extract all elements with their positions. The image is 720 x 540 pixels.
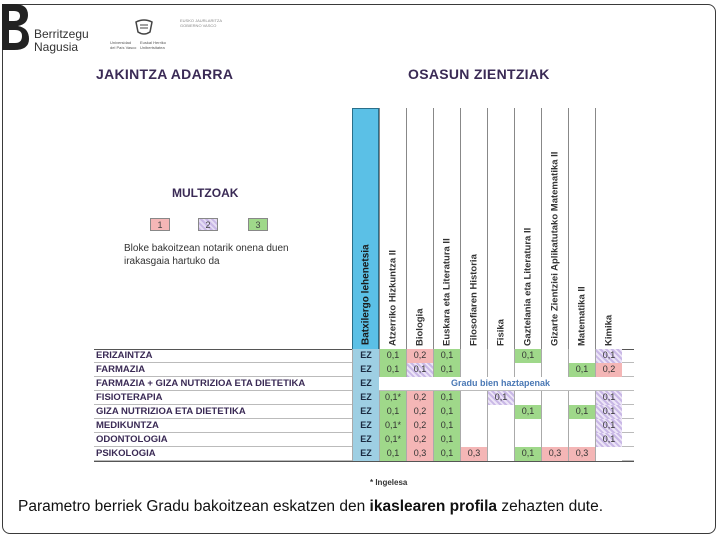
table-cell: 0,1 [433, 363, 460, 377]
column-header-label: Gizarte Zientziei Aplikatutako Matematika II [549, 151, 561, 346]
table-cell: 0,1 [568, 363, 595, 377]
table-cell: 0,1 [595, 433, 622, 447]
table-cell: 0,1 [595, 419, 622, 433]
column-header-label: Kimika [603, 314, 615, 346]
table-cell: 0,1 [595, 391, 622, 405]
ehu-line-1: Universidad [110, 40, 132, 45]
berritzegune-name [34, 28, 89, 54]
footnote-ingelesa: * Ingelesa [370, 478, 408, 487]
column-header [460, 108, 487, 350]
row-label: MEDIKUNTZA [96, 420, 159, 431]
table-cell: 0,2 [595, 363, 622, 377]
row-label: FARMAZIA + GIZA NUTRIZIOA ETA DIETETIKA [96, 378, 306, 389]
group-3-swatch: 3 [248, 218, 268, 231]
gov-text [180, 18, 222, 28]
table-cell [541, 349, 568, 363]
column-header [433, 108, 460, 350]
table-row [94, 433, 634, 447]
column-header [541, 108, 568, 350]
table-cell: 0,1 [379, 447, 406, 461]
gov-line-2: GOBIERNO VASCO [180, 23, 217, 28]
table-cell: 0,2 [406, 433, 433, 447]
table-cell [460, 391, 487, 405]
column-header-label: Matematika II [576, 286, 588, 346]
table-cell: 0,2 [406, 405, 433, 419]
table-cell [460, 433, 487, 447]
berritzegune-logo-icon [0, 2, 30, 52]
table-cell [595, 447, 622, 461]
column-header-label: Atzerriko Hizkuntza II [387, 249, 399, 346]
table-cell: 0,3 [541, 447, 568, 461]
table-cell: 0,1 [568, 405, 595, 419]
table-cell [487, 433, 514, 447]
table-cell: EZ [352, 377, 379, 391]
table-cell: 0,1 [433, 433, 460, 447]
table-cell: EZ [352, 363, 379, 377]
table-row [94, 349, 634, 363]
table-cell: EZ [352, 349, 379, 363]
ehu-line-3: Euskal Herriko [140, 40, 167, 45]
logo-line-2: Nagusia [34, 40, 79, 54]
caption-after: zehazten dute. [497, 498, 604, 515]
table-cell: 0,1* [379, 433, 406, 447]
ehu-text-left [110, 40, 136, 50]
table-cell [541, 405, 568, 419]
table-cell: 0,3 [406, 447, 433, 461]
table-cell: 0,1 [514, 349, 541, 363]
table-cell: 0,1 [433, 349, 460, 363]
column-header [568, 108, 595, 350]
ehu-line-2: del País Vasco [110, 45, 137, 50]
table-cell: 0,1 [379, 363, 406, 377]
table-cell [460, 419, 487, 433]
gov-line-1: EUSKO JAURLARITZA [180, 18, 223, 23]
table-cell: 0,2 [406, 349, 433, 363]
row-label: ODONTOLOGIA [96, 434, 168, 445]
table-cell: 0,1 [433, 447, 460, 461]
row-label: ERIZAINTZA [96, 350, 153, 361]
multzoak-title: MULTZOAK [172, 186, 239, 200]
ehu-logo-icon [132, 18, 156, 38]
table-cell: 0,2 [406, 419, 433, 433]
table-cell: 0,2 [406, 391, 433, 405]
column-header-label: Euskara eta Literatura II [441, 238, 453, 346]
ehu-text-right [140, 40, 166, 50]
table-cell [487, 405, 514, 419]
table-cell: 0,1 [379, 349, 406, 363]
table-cell: 0,1* [379, 419, 406, 433]
caption-bold: ikaslearen profila [369, 498, 498, 515]
table-cell [568, 419, 595, 433]
table-cell: 0,1 [487, 391, 514, 405]
table-cell [514, 363, 541, 377]
logo-line-1: Berritzegu [34, 27, 89, 41]
table-cell: 0,1 [595, 405, 622, 419]
table-cell [460, 363, 487, 377]
column-header-label: Filosofiaren Historia [468, 254, 480, 346]
table-cell [487, 419, 514, 433]
table-cell [541, 363, 568, 377]
table-cell: 0,1 [433, 391, 460, 405]
table-cell [487, 447, 514, 461]
table-cell [514, 433, 541, 447]
row-label: GIZA NUTRIZIOA ETA DIETETIKA [96, 406, 246, 417]
table-cell [460, 405, 487, 419]
table-cell [568, 391, 595, 405]
table-cell: 0,1 [514, 447, 541, 461]
table-cell: EZ [352, 447, 379, 461]
table-cell: 0,1 [433, 419, 460, 433]
multzoak-description: Bloke bakoitzean notarik onena duen irakasgaia hartuko da [124, 243, 289, 267]
table-row [94, 419, 634, 433]
column-header-label: Fisika [495, 319, 507, 346]
heading-osasun-zientziak: OSASUN ZIENTZIAK [408, 66, 550, 82]
table-cell: EZ [352, 405, 379, 419]
table-cell: EZ [352, 391, 379, 405]
table-cell [541, 391, 568, 405]
table-cell [487, 363, 514, 377]
table-row [94, 363, 634, 377]
table-row [94, 405, 634, 419]
table-row [94, 447, 634, 461]
table-cell: 0,1 [379, 405, 406, 419]
table-cell: 0,3 [568, 447, 595, 461]
table-row [94, 391, 634, 405]
table-cell [568, 433, 595, 447]
column-header [352, 108, 379, 350]
row-label: PSIKOLOGIA [96, 448, 156, 459]
column-header-label: Gaztelania eta Literatura II [522, 227, 534, 346]
table-cell: 0,1 [514, 405, 541, 419]
column-header [595, 108, 622, 350]
table-cell [460, 349, 487, 363]
caption-before: Parametro berriek Gradu bakoitzean eskatzen den [18, 498, 370, 515]
column-header-label: Biologia [414, 308, 426, 346]
table-cell: 0,3 [460, 447, 487, 461]
column-header [487, 108, 514, 350]
row-label: FISIOTERAPIA [96, 392, 163, 403]
table-cell [541, 419, 568, 433]
table-cell [541, 433, 568, 447]
table-bottom-line [94, 461, 634, 462]
table-cell [514, 391, 541, 405]
column-header [406, 108, 433, 350]
group-2-swatch: 2 [198, 218, 218, 231]
table-cell [487, 349, 514, 363]
table-cell: 0,1 [433, 405, 460, 419]
column-header [379, 108, 406, 350]
row-label: FARMAZIA [96, 364, 146, 375]
group-1-swatch: 1 [150, 218, 170, 231]
ehu-line-4: Unibertsitatea [140, 45, 165, 50]
table-cell [514, 419, 541, 433]
column-header [514, 108, 541, 350]
table-cell [568, 349, 595, 363]
table-cell: 0,1 [595, 349, 622, 363]
table-cell: EZ [352, 419, 379, 433]
table-cell: 0,1 [406, 363, 433, 377]
slide-caption [18, 498, 603, 516]
table-cell: EZ [352, 433, 379, 447]
table-row [94, 377, 634, 391]
column-header-label: Batxilergo lehenetsia [360, 244, 371, 345]
comparison-banner: Gradu bien haztapenak [450, 378, 551, 388]
heading-jakintza-adarra: JAKINTZA ADARRA [96, 66, 234, 82]
table-cell: 0,1* [379, 391, 406, 405]
